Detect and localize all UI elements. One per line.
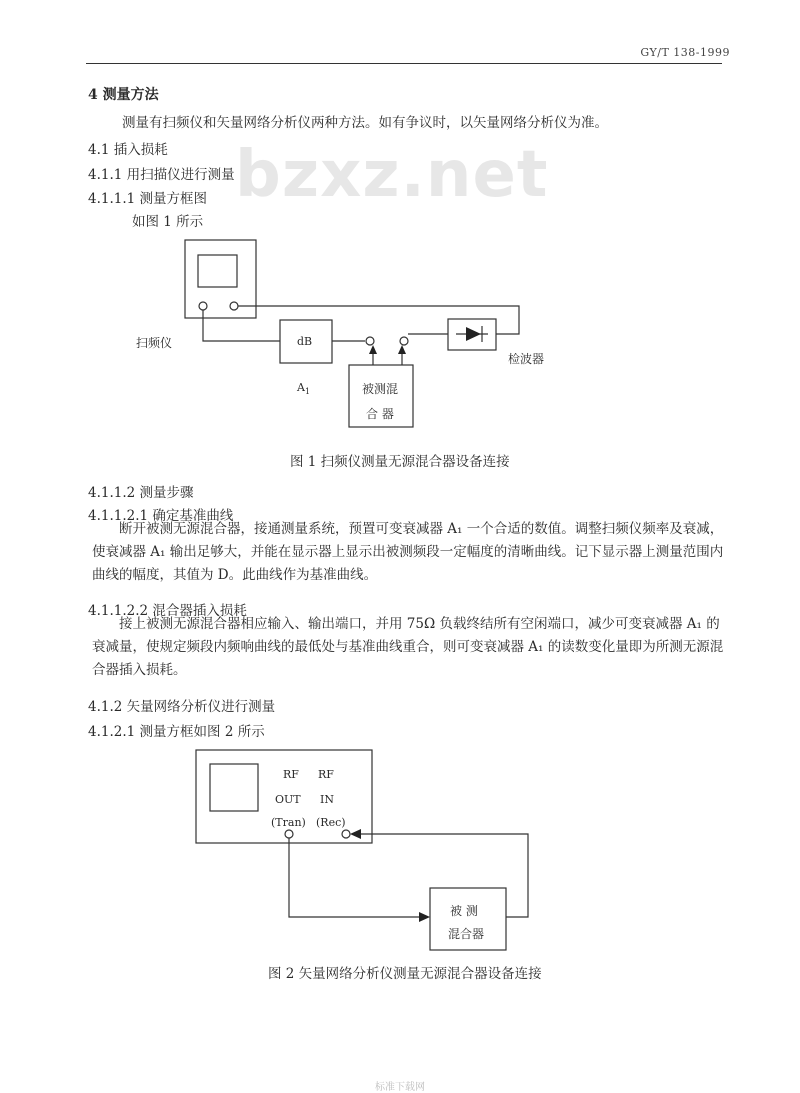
label-attenuator-db: dB [297, 335, 313, 348]
dut-port-in [366, 337, 374, 345]
heading-4-1-2: 4.1.2 矢量网络分析仪进行测量 [88, 699, 276, 715]
section-title: 4 测量方法 [88, 87, 159, 103]
label-rf-out-1: RF [283, 768, 299, 781]
label-dut-line1: 被测混 [362, 382, 399, 396]
label-attenuator-a1: $A_1$ [297, 381, 311, 397]
heading-4-1-2-1: 4.1.2.1 测量方框如图 2 所示 [88, 724, 265, 740]
label-rf-out-2: OUT [275, 793, 301, 806]
label-rf-in-1: RF [318, 768, 334, 781]
heading-4-1-1-2: 4.1.1.2 测量步骤 [88, 485, 194, 501]
sweeper-port-in [230, 302, 238, 310]
sweeper-screen [198, 255, 237, 287]
wire-dut-in [360, 834, 528, 917]
diode-triangle [466, 327, 481, 341]
label-dut2-line2: 混合器 [448, 927, 485, 941]
figure-1-reference: 如图 1 所示 [132, 214, 204, 230]
section-intro: 测量有扫频仪和矢量网络分析仪两种方法。如有争议时，以矢量网络分析仪为准。 [122, 115, 608, 131]
analyzer-screen [210, 764, 258, 811]
figure-2-caption: 图 2 矢量网络分析仪测量无源混合器设备连接 [268, 966, 542, 982]
label-dut-line2: 合 器 [366, 407, 394, 421]
heading-4-1-1-1: 4.1.1.1 测量方框图 [88, 191, 208, 207]
figure-1-caption: 图 1 扫频仪测量无源混合器设备连接 [290, 454, 510, 470]
arrow-into-dut [419, 912, 430, 922]
label-detector: 检波器 [508, 352, 545, 366]
arrow-up-2 [398, 345, 406, 354]
label-rf-out-3: (Tran) [271, 816, 306, 829]
heading-4-1-1-2-2: 4.1.1.2.2 混合器插入损耗 [88, 603, 247, 619]
wire-sweeper-att [203, 310, 280, 341]
label-rf-in-3: (Rec) [316, 816, 346, 829]
paragraph-baseline-curve: 断开被测无源混合器，接通测量系统，预置可变衰减器 A₁ 一个合适的数值。调整扫频仪频率及衰减，使衰减器 A₁ 输出足够大，并能在显示器上显示出被测频段一定幅度的清晰曲线。记下显示器上测量范围内曲线的幅度，其值为 D。此曲线作为基准曲线。 [92, 521, 724, 583]
sweeper-port-out [199, 302, 207, 310]
arrow-into-rf-in [350, 829, 361, 839]
label-sweeper: 扫频仪 [136, 336, 173, 350]
footer-watermark: 标准下载网 [375, 1082, 425, 1093]
rf-in-port [342, 830, 350, 838]
arrow-up-1 [369, 345, 377, 354]
paragraph-insertion-loss: 接上被测无源混合器相应输入、输出端口，并用 75Ω 负载终结所有空闲端口，减少可变衰减器 A₁ 的衰减量，使规定频段内频响曲线的最低处与基准曲线重合，则可变衰减器 A₁ 的读数变化量即为所测无源混合器插入损耗。 [92, 616, 724, 678]
standard-code: GY/T 138-1999 [640, 46, 730, 59]
label-dut2-line1: 被 测 [450, 904, 478, 918]
label-rf-in-2: IN [320, 793, 334, 806]
heading-4-1-1-2-1: 4.1.1.2.1 确定基准曲线 [88, 508, 234, 524]
dut-port-out [400, 337, 408, 345]
watermark: bzxz.net [235, 138, 549, 212]
wire-out-dut [289, 838, 420, 917]
heading-4-1-1: 4.1.1 用扫描仪进行测量 [88, 167, 235, 183]
rf-out-port [285, 830, 293, 838]
heading-4-1: 4.1 插入损耗 [88, 142, 168, 158]
